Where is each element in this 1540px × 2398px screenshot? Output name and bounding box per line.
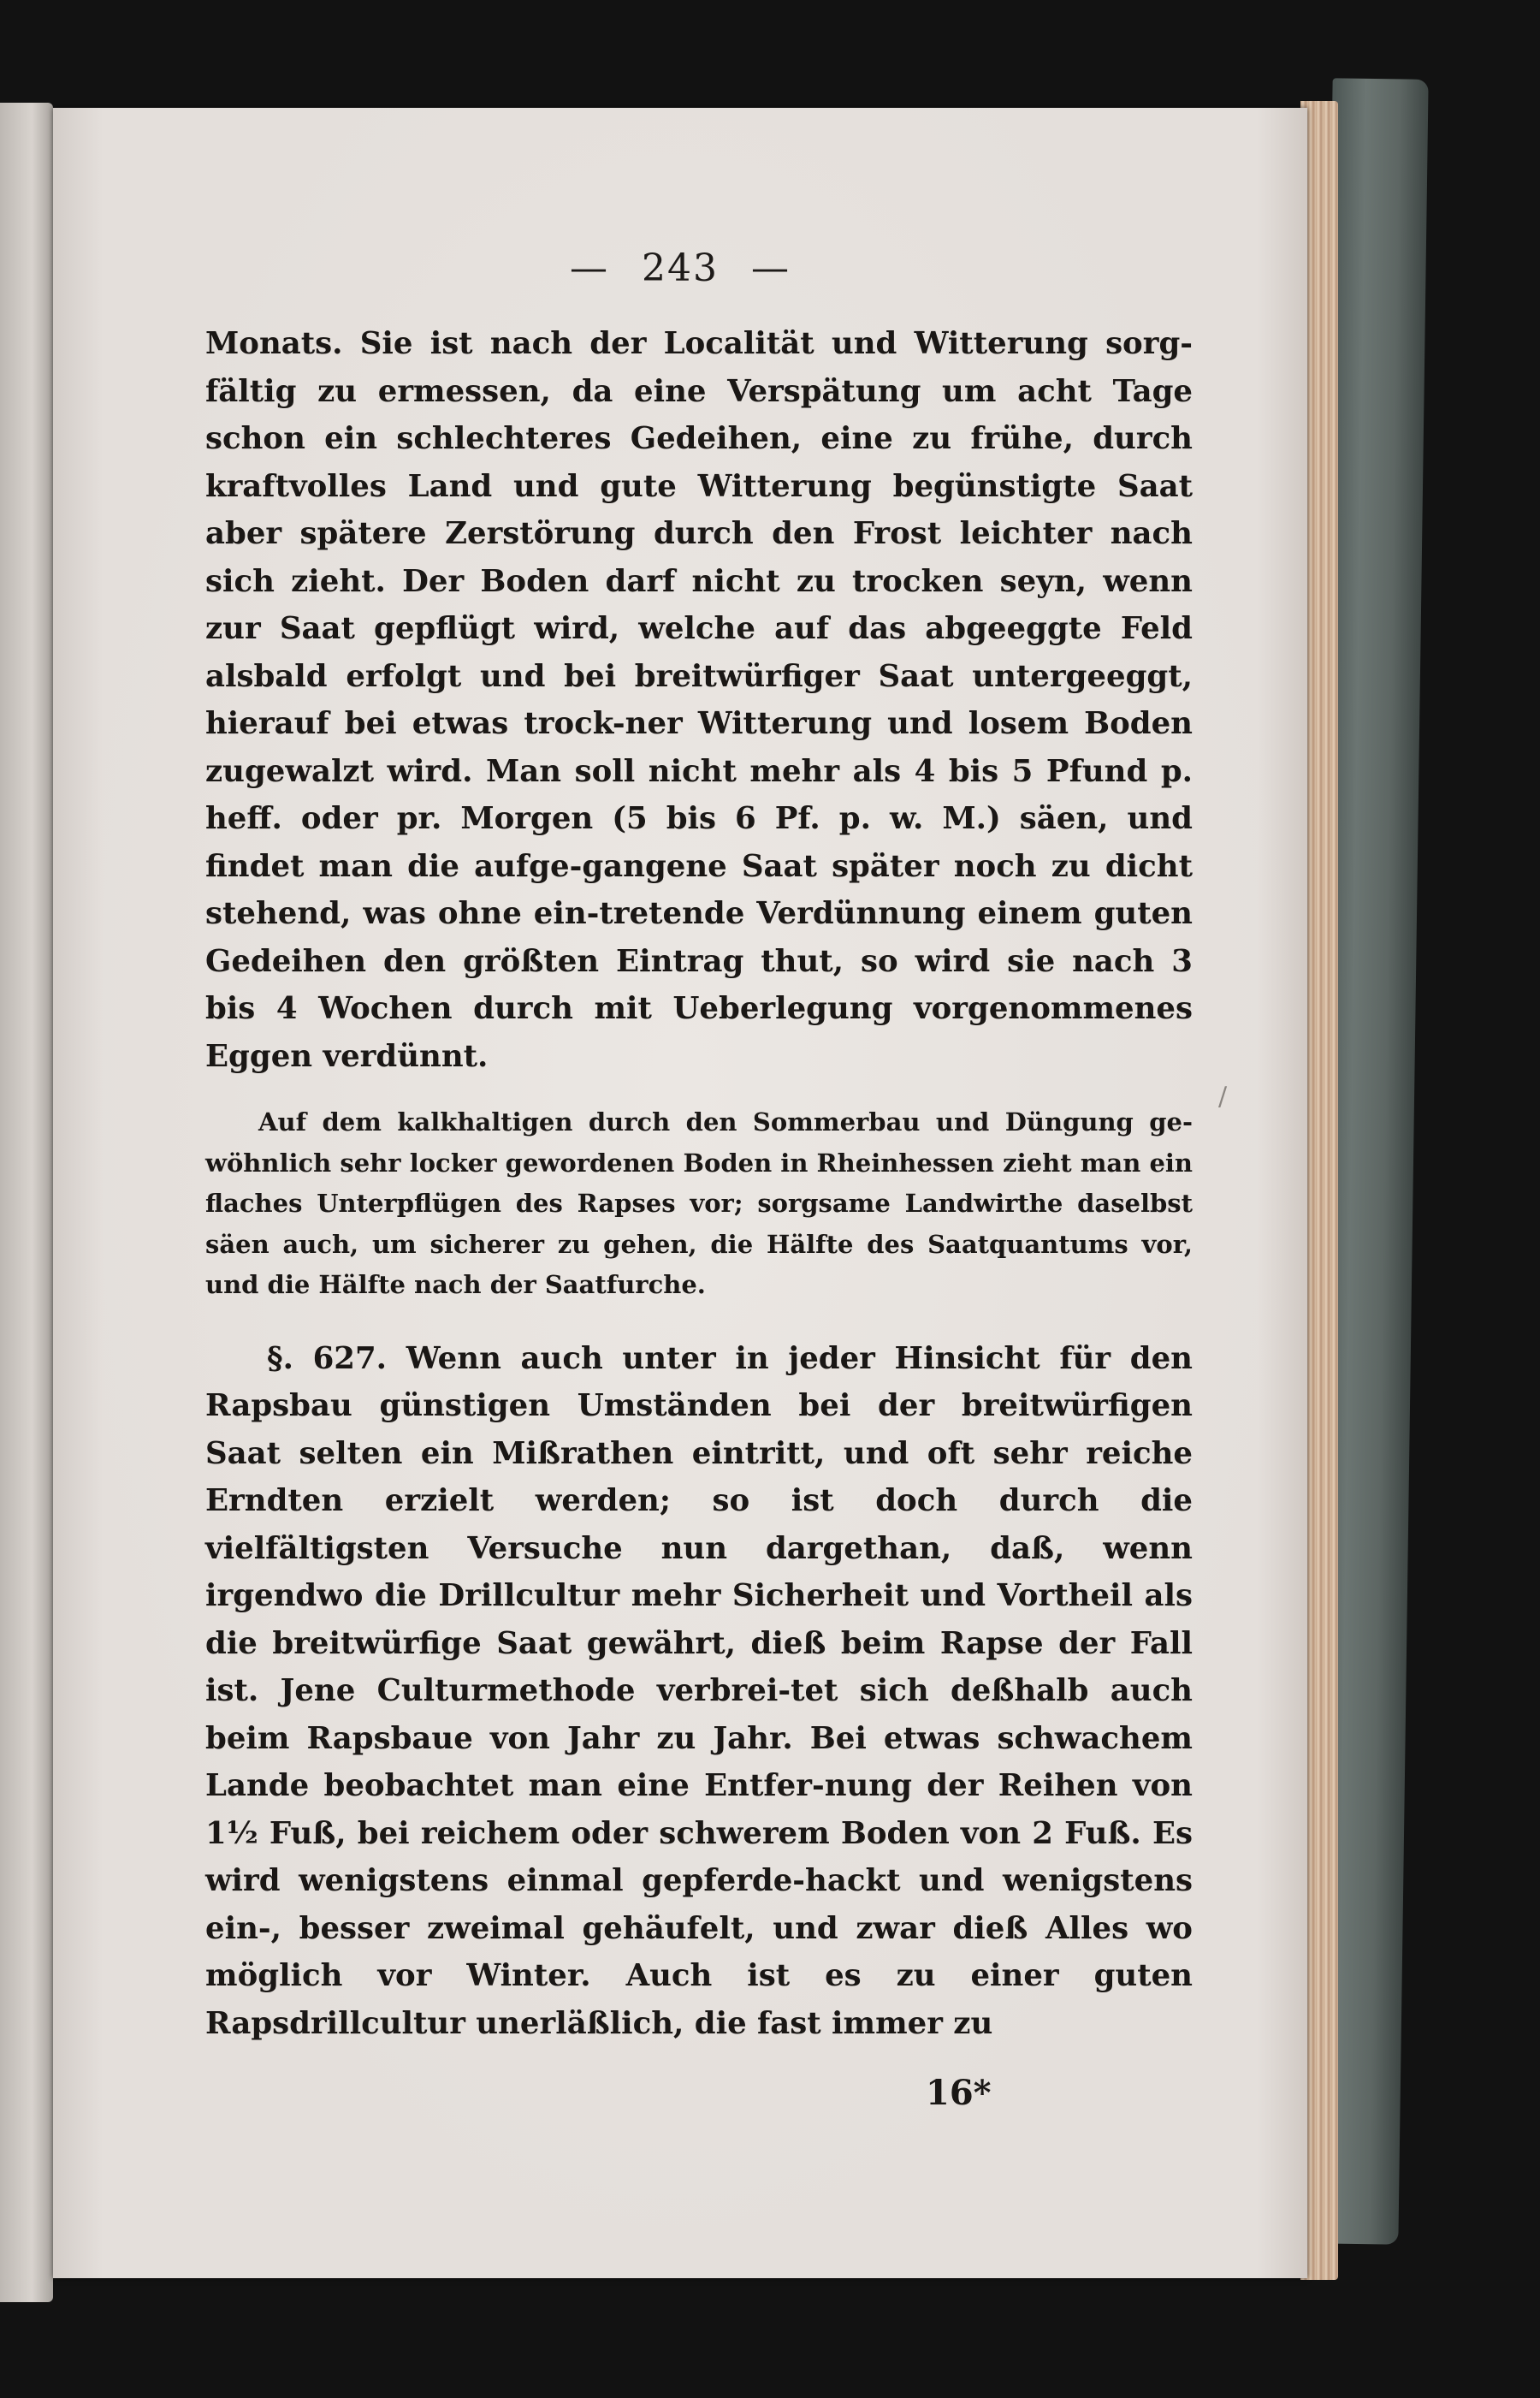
body-text xyxy=(205,320,1193,2047)
paragraph-section-627: §. 627. Wenn auch unter in jeder Hinsicht für den Rapsbau günstigen Umständen bei der breitwürfigen Saat selten ein Mißrathen eintritt, und oft sehr reiche Erndten erzielt werden; so ist doch durch die vielfältigsten Versuche nun dargethan, daß, wenn irgendwo die Drillcultur mehr Sicherheit und Vortheil als die breitwürfige Saat gewährt, dieß beim Rapse der Fall ist. Jene Culturmethode verbrei-tet sich deßhalb auch beim Rapsbaue von Jahr zu Jahr. Bei etwas schwachem Lande beobachtet man eine Entfer-nung der Reihen von 1½ Fuß, bei reichem oder schwerem Boden von 2 Fuß. Es wird wenigstens einmal gepferde-hackt und wenigstens ein-, besser zweimal gehäufelt, und zwar dieß Alles wo möglich vor Winter. Auch ist es zu einer guten Rapsdrillcultur unerläßlich, die fast immer zu xyxy=(205,1340,1193,2041)
paragraph-continuation: Monats. Sie ist nach der Localität und Witterung sorg-fältig zu ermessen, da eine Verspätung um acht Tage schon ein schlechteres Gedeihen, eine zu frühe, durch kraftvolles Land und gute Witterung begünstigte Saat aber spätere Zerstörung durch den Frost leichter nach sich zieht. Der Boden darf nicht zu trocken seyn, wenn zur Saat gepflügt wird, welche auf das abgeeggte Feld alsbald erfolgt und bei breitwürfiger Saat untergeeggt, hierauf bei etwas trock-ner Witterung und losem Boden zugewalzt wird. Man soll nicht mehr als 4 bis 5 Pfund p. heff. oder pr. Morgen (5 bis 6 Pf. p. w. M.) säen, und findet man die aufge-gangene Saat später noch zu dicht stehend, was ohne ein-tretende Verdünnung einem guten Gedeihen den größten Eintrag thut, so wird sie nach 3 bis 4 Wochen durch mit Ueberlegung vorgenommenes Eggen verdünnt. xyxy=(205,326,1193,1074)
signature-mark: 16* xyxy=(926,2073,992,2113)
previous-page-edge xyxy=(0,103,53,2302)
footnote-paragraph: Auf dem kalkhaltigen durch den Sommerbau und Düngung ge-wöhnlich sehr locker gewordenen Boden in Rheinhessen zieht man ein flaches Unterpflügen des Rapses vor; sorgsame Landwirthe daselbst säen auch, um sicherer zu gehen, die Hälfte des Saatquantums vor, und die Hälfte nach der Saatfurche. xyxy=(205,1107,1193,1299)
page-number-header: — 243 — xyxy=(570,246,791,290)
book-page xyxy=(53,108,1307,2278)
margin-pencil-mark: / xyxy=(1218,1082,1228,1112)
